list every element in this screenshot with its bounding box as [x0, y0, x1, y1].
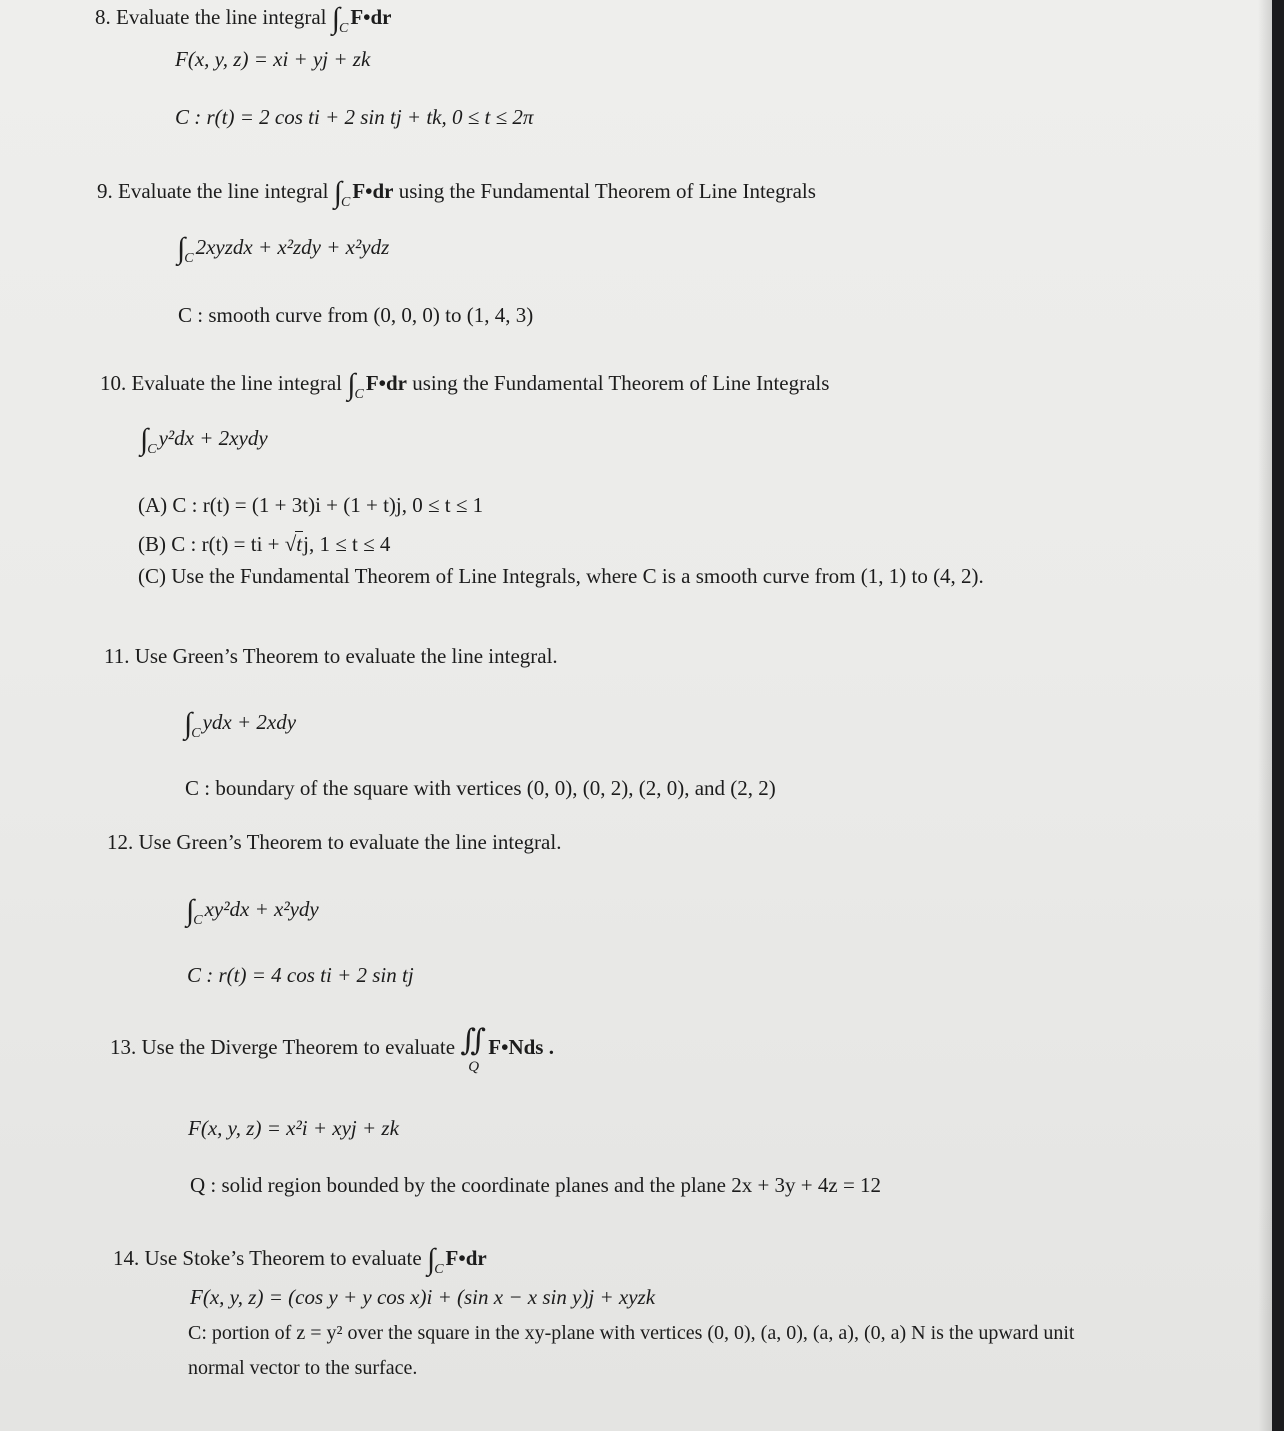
sqrt-sign: √: [284, 532, 297, 556]
integral-subscript: C: [434, 1262, 444, 1277]
integral-sign: ∫: [347, 368, 356, 401]
problem-8-heading-text: 8. Evaluate the line integral: [95, 5, 327, 29]
problem-11-heading: 11. Use Green’s Theorem to evaluate the line integral.: [104, 644, 558, 668]
problem-10-heading: [100, 370, 829, 400]
problem-12-integral: [186, 896, 319, 926]
page-edge-shadow: [1258, 0, 1272, 1431]
problem-11-integrand: ydx + 2xdy: [202, 710, 297, 734]
problem-9-integral: [177, 234, 389, 264]
problem-12-integrand: xy²dx + x²ydy: [204, 897, 319, 921]
problem-10-heading-text: 10. Evaluate the line integral: [100, 371, 342, 395]
problem-9-heading-text: 9. Evaluate the line integral: [97, 179, 329, 203]
integral-subscript: C: [193, 913, 203, 928]
integral-subscript: C: [184, 251, 194, 266]
integral-subscript: C: [191, 726, 201, 741]
double-integral-subscript: Q: [468, 1059, 480, 1075]
integral-sign: ∫: [184, 707, 193, 740]
problem-10-part-a: (A) C : r(t) = (1 + 3t)i + (1 + t)j, 0 ≤ t ≤ 1: [138, 493, 484, 517]
problem-11-curve: C : boundary of the square with vertices (0, 0), (0, 2), (2, 0), and (2, 2): [185, 776, 776, 800]
double-integral: [460, 1024, 488, 1075]
problem-9-curve: C : smooth curve from (0, 0, 0) to (1, 4, 3): [178, 303, 534, 327]
problem-10-part-b: [138, 531, 390, 557]
integral-subscript: C: [338, 21, 349, 36]
problem-14-surface-cont: normal vector to the surface.: [188, 1357, 418, 1379]
integral-expression: F•Nds .: [488, 1035, 554, 1059]
double-integral-sign: ∬: [460, 1024, 486, 1057]
problem-11-integral: [184, 709, 296, 739]
problem-9-heading: [97, 178, 816, 208]
problem-9-integrand: 2xyzdx + x²zdy + x²ydz: [195, 235, 390, 259]
problem-12-curve: C : r(t) = 4 cos ti + 2 sin tj: [187, 963, 414, 987]
integral-sign: ∫: [331, 2, 340, 35]
integral-sign: ∫: [333, 176, 342, 209]
integral-expression: F•dr: [350, 5, 392, 29]
part-b-suffix: j, 1 ≤ t ≤ 4: [303, 532, 391, 556]
problem-13-field: F(x, y, z) = x²i + xyj + zk: [188, 1116, 399, 1140]
integral-sign: ∫: [140, 423, 149, 456]
problem-9-heading-tail: using the Fundamental Theorem of Line Integrals: [398, 179, 816, 203]
integral-expression: F•dr: [365, 371, 407, 395]
problem-8-heading: [95, 4, 392, 34]
problem-10-heading-tail: using the Fundamental Theorem of Line Integrals: [412, 371, 830, 395]
integral-sign: ∫: [177, 232, 186, 265]
integral-sign: ∫: [426, 1243, 436, 1276]
problem-13-region: Q : solid region bounded by the coordinate planes and the plane 2x + 3y + 4z = 12: [190, 1173, 882, 1197]
problem-8-curve: C : r(t) = 2 cos ti + 2 sin tj + tk, 0 ≤ t ≤ 2π: [175, 105, 534, 129]
problem-10-part-c: (C) Use the Fundamental Theorem of Line Integrals, where C is a smooth curve from (1, 1) to (4, 2).: [138, 564, 984, 588]
problem-10-integral: [140, 425, 268, 455]
problem-14-heading-text: 14. Use Stoke’s Theorem to evaluate: [113, 1246, 422, 1270]
integral-subscript: C: [354, 387, 364, 402]
problem-14-field: F(x, y, z) = (cos y + y cos x)i + (sin x − x sin y)j + xyzk: [190, 1285, 656, 1309]
problem-14-surface: C: portion of z = y² over the square in the xy-plane with vertices (0, 0), (a, 0), (a, a), (0, a) N is the upward unit: [188, 1322, 1075, 1344]
problem-10-integrand: y²dx + 2xydy: [158, 426, 268, 450]
problem-13-heading: [110, 1024, 554, 1075]
part-b-prefix: (B) C : r(t) = ti +: [138, 532, 280, 556]
problem-14-heading: [113, 1245, 487, 1275]
integral-expression: F•dr: [445, 1246, 487, 1270]
integral-subscript: C: [340, 195, 351, 210]
integral-sign: ∫: [186, 894, 195, 927]
problem-13-heading-text: 13. Use the Diverge Theorem to evaluate: [110, 1035, 456, 1059]
problem-8-field: F(x, y, z) = xi + yj + zk: [175, 47, 371, 71]
integral-expression: F•dr: [352, 179, 394, 203]
problem-12-heading: 12. Use Green’s Theorem to evaluate the line integral.: [107, 830, 562, 854]
sqrt-radicand: t: [296, 532, 303, 556]
integral-subscript: C: [147, 442, 157, 457]
